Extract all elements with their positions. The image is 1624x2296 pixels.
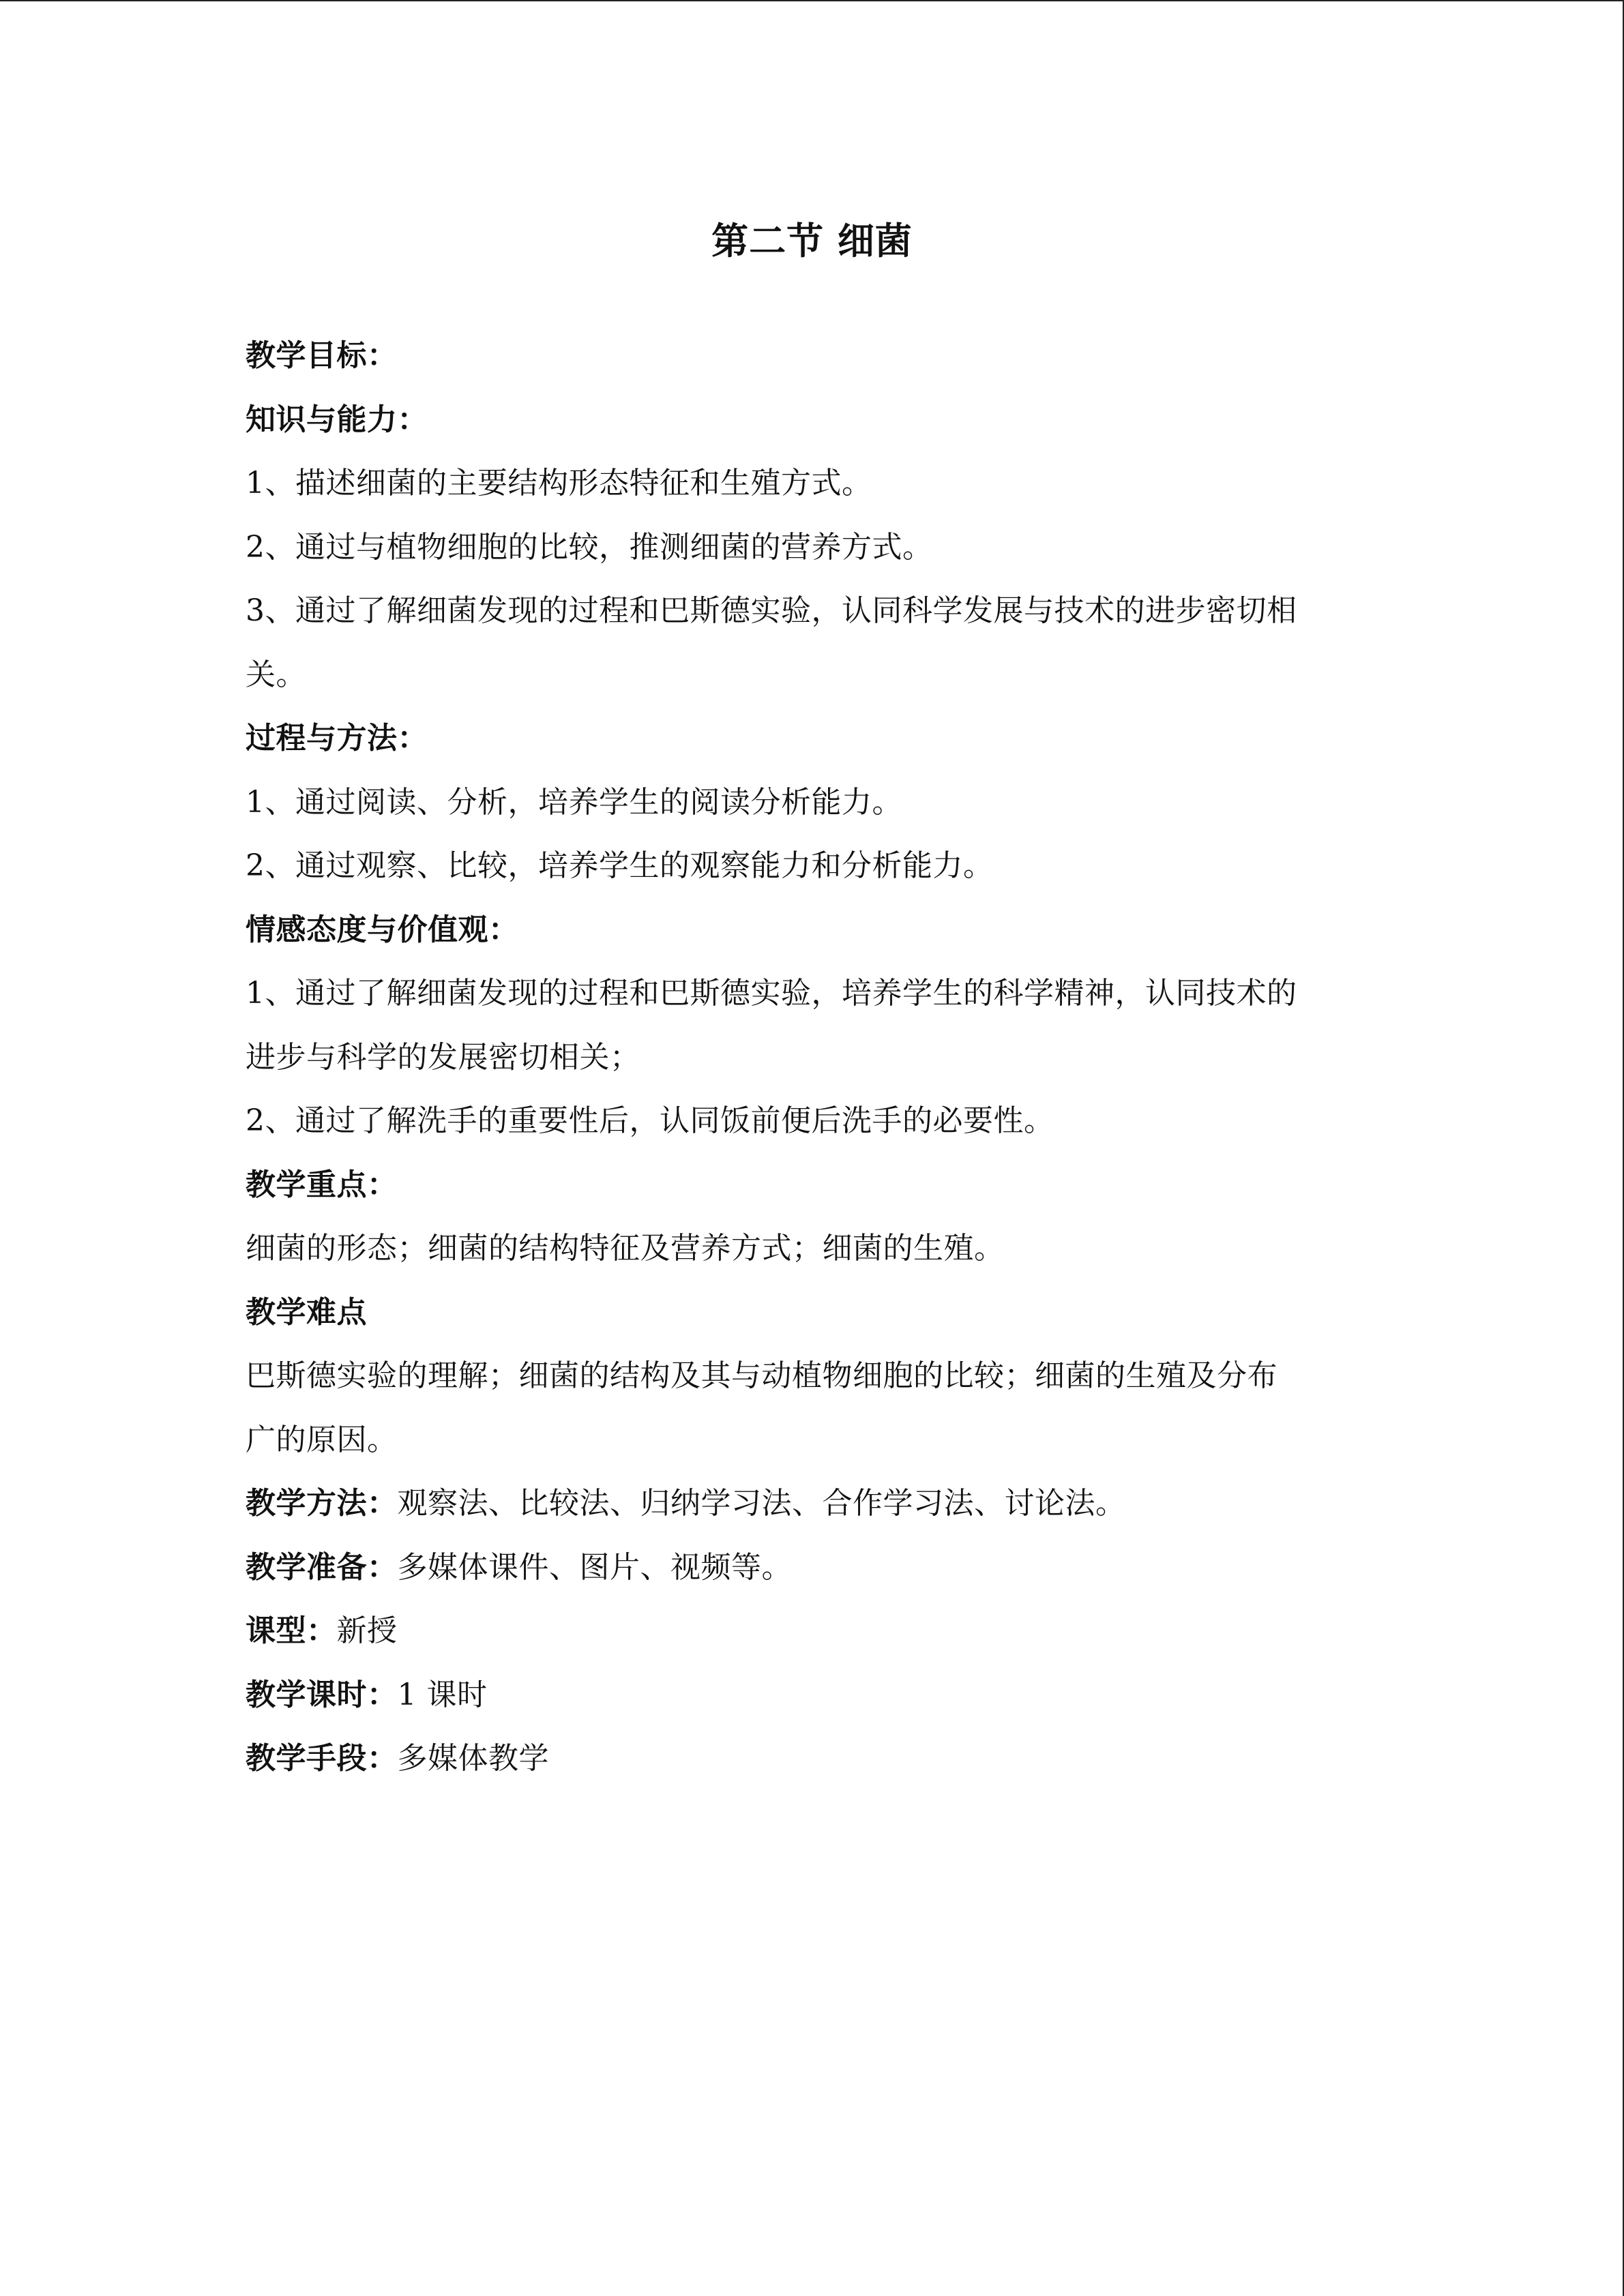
attitude-heading: 情感态度与价值观： bbox=[246, 912, 519, 947]
knowledge-item: 2、通过与植物细胞的比较，推测细菌的营养方式。 bbox=[246, 529, 933, 565]
difficulties-item-continued: 广的原因。 bbox=[246, 1422, 398, 1457]
difficulties-heading: 教学难点 bbox=[246, 1294, 367, 1330]
means-label: 教学手段： bbox=[246, 1741, 398, 1776]
preparation-row bbox=[246, 1536, 1385, 1600]
key-points-text: 细菌的形态；细菌的结构特征及营养方式；细菌的生殖。 bbox=[246, 1231, 1005, 1266]
key-points-heading: 教学重点： bbox=[246, 1167, 398, 1202]
methods-text: 观察法、比较法、归纳学习法、合作学习法、讨论法。 bbox=[397, 1486, 1126, 1521]
attitude-item-continued: 进步与科学的发展密切相关； bbox=[246, 1039, 640, 1075]
methods-row bbox=[246, 1472, 1385, 1536]
process-item: 1、通过阅读、分析，培养学生的阅读分析能力。 bbox=[246, 784, 902, 820]
knowledge-item-continued: 关。 bbox=[246, 657, 306, 692]
document-body bbox=[246, 324, 1385, 1791]
lesson-type-row bbox=[246, 1599, 1385, 1663]
hours-label: 教学课时： bbox=[246, 1677, 398, 1712]
lesson-type-text: 新授 bbox=[336, 1613, 398, 1648]
hours-row bbox=[246, 1663, 1385, 1727]
difficulties-item: 巴斯德实验的理解；细菌的结构及其与动植物细胞的比较；细菌的生殖及分布 bbox=[246, 1358, 1278, 1393]
attitude-item: 2、通过了解洗手的重要性后，认同饭前便后洗手的必要性。 bbox=[246, 1103, 1054, 1138]
preparation-text: 多媒体课件、图片、视频等。 bbox=[397, 1549, 792, 1585]
means-text: 多媒体教学 bbox=[397, 1741, 549, 1776]
attitude-item: 1、通过了解细菌发现的过程和巴斯德实验，培养学生的科学精神，认同技术的 bbox=[246, 976, 1297, 1011]
page-title: 第二节 细菌 bbox=[711, 220, 913, 263]
methods-label: 教学方法： bbox=[246, 1486, 398, 1521]
process-item: 2、通过观察、比较，培养学生的观察能力和分析能力。 bbox=[246, 848, 994, 883]
means-row bbox=[246, 1727, 1385, 1791]
process-heading: 过程与方法： bbox=[246, 721, 428, 756]
hours-text: 1 课时 bbox=[397, 1677, 488, 1712]
knowledge-item: 1、描述细菌的主要结构形态特征和生殖方式。 bbox=[246, 466, 872, 501]
knowledge-heading: 知识与能力： bbox=[246, 402, 428, 437]
knowledge-item: 3、通过了解细菌发现的过程和巴斯德实验，认同科学发展与技术的进步密切相 bbox=[246, 593, 1297, 628]
lesson-type-label: 课型： bbox=[246, 1613, 337, 1648]
preparation-label: 教学准备： bbox=[246, 1549, 398, 1585]
objectives-heading: 教学目标： bbox=[246, 338, 398, 373]
